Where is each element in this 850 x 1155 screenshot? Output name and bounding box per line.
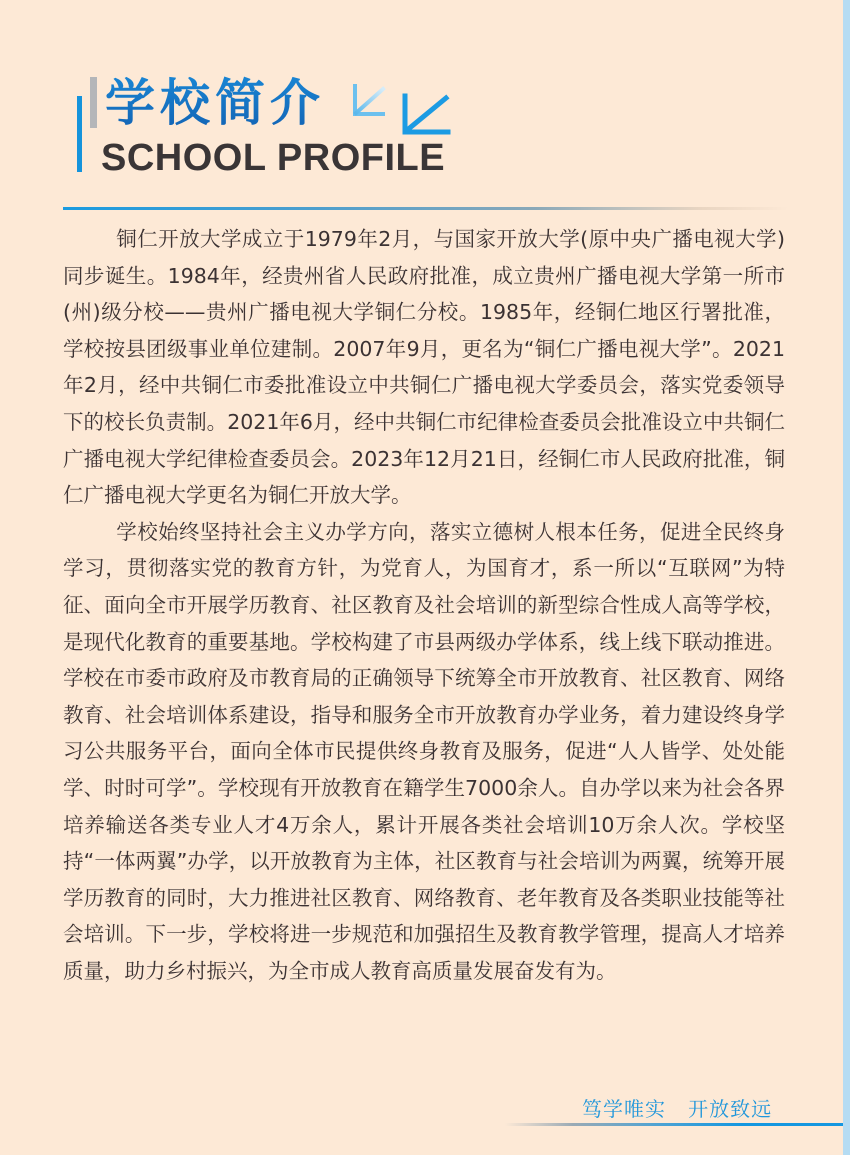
header-divider (63, 207, 788, 210)
page-title-chinese: 学校简介 (105, 68, 325, 138)
paragraph-mission: 学校始终坚持社会主义办学方向，落实立德树人根本任务，促进全民终身学习，贯彻落实党的教育方针，为党育人，为国育才，系一所以“互联网”为特征、面向全市开展学历教育、社区教育及社会培训的新型综合性成人高等学校，是现代化教育的重要基地。学校构建了市县两级办学体系，线上线下联动推进。学校在市委市政府及市教育局的正确领导下统筹全市开放教育、社区教育、网络教育、社会培训体系建设，指导和服务全市开放教育办学业务，着力建设终身学习公共服务平台，面向全体市民提供终身教育及服务，促进“人人皆学、处处能学、时时可学”。学校现有开放教育在籍学生7000余人。自办学以来为社会各界培养输送各类专业人才4万余人，累计开展各类社会培训10万余人次。学校坚持“一体两翼”办学，以开放教育为主体，社区教育与社会培训为两翼，统筹开展学历教育的同时，大力推进社区教育、网络教育、老年教育及各类职业技能等社会培训。下一步，学校将进一步规范和加强招生及教育教学管理，提高人才培养质量，助力乡村振兴，为全市成人教育高质量发展奋发有为。 (63, 519, 785, 983)
page-title-english: SCHOOL PROFILE (101, 137, 446, 179)
right-edge-stripe (843, 0, 850, 1155)
footer-divider (505, 1123, 843, 1126)
header-accent-bar-gray (90, 77, 97, 128)
header-accent-bar-blue (77, 96, 82, 172)
profile-body (63, 221, 785, 989)
double-arrow-down-left-icon (345, 84, 455, 136)
school-motto: 笃学唯实 开放致远 (582, 1097, 773, 1121)
paragraph-history: 铜仁开放大学成立于1979年2月，与国家开放大学(原中央广播电视大学)同步诞生。1984年，经贵州省人民政府批准，成立贵州广播电视大学第一所市(州)级分校——贵州广播电视大学铜仁分校。1985年，经铜仁地区行署批准，学校按县团级事业单位建制。2007年9月，更名为“铜仁广播电视大学”。2021年2月，经中共铜仁市委批准设立中共铜仁广播电视大学委员会，落实党委领导下的校长负责制。2021年6月，经中共铜仁市纪律检查委员会批准设立中共铜仁广播电视大学纪律检查委员会。2023年12月21日，经铜仁市人民政府批准，铜仁广播电视大学更名为铜仁开放大学。 (63, 227, 785, 508)
